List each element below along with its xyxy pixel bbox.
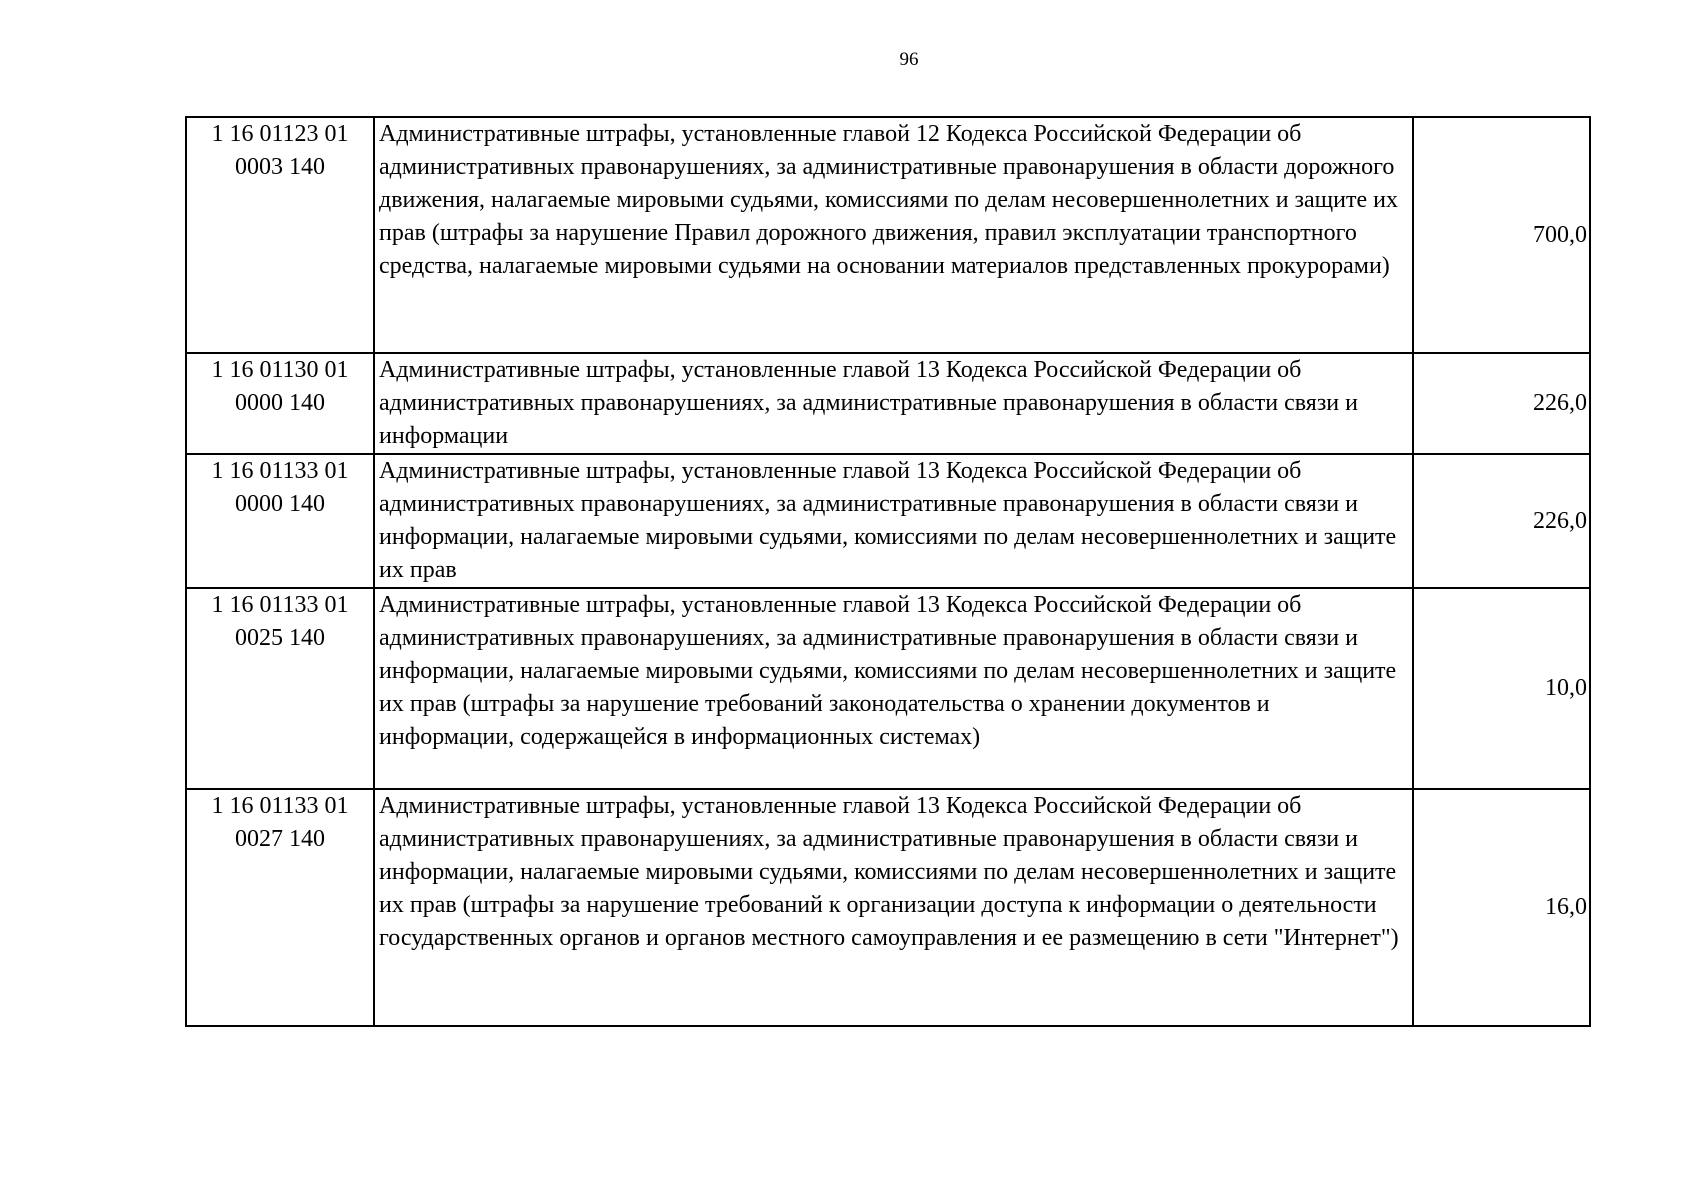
table-row [186, 454, 1590, 588]
description-cell: Административные штрафы, установленные главой 12 Кодекса Российской Федерации об административных правонарушениях, за административные правонарушения в области дорожного движения, налагаемые мировыми судьями, комиссиями по делам несовершеннолетних и защите их прав (штрафы за нарушение Правил дорожного движения, правил эксплуатации транспортного средства, налагаемые мировыми судьями на основании материалов представленных прокурорами) [374, 117, 1413, 353]
table-row [186, 117, 1590, 353]
budget-code-cell [186, 789, 374, 1026]
amount-cell: 226,0 [1413, 454, 1590, 588]
amount-cell: 10,0 [1413, 588, 1590, 789]
budget-code-part1: 1 16 01133 01 [211, 793, 349, 819]
budget-code-cell [186, 117, 374, 353]
budget-revenue-table [185, 116, 1591, 1027]
table-row [186, 789, 1590, 1026]
budget-code-part2: 0000 140 [235, 491, 325, 517]
amount-cell: 16,0 [1413, 789, 1590, 1026]
budget-code-part1: 1 16 01133 01 [211, 592, 349, 618]
description-cell: Административные штрафы, установленные главой 13 Кодекса Российской Федерации об административных правонарушениях, за административные правонарушения в области связи и информации, налагаемые мировыми судьями, комиссиями по делам несовершеннолетних и защите их прав (штрафы за нарушение требований законодательства о хранении документов и информации, содержащейся в информационных системах) [374, 588, 1413, 789]
budget-code-part1: 1 16 01133 01 [211, 458, 349, 484]
table-row [186, 353, 1590, 454]
table-row [186, 588, 1590, 789]
budget-code-cell [186, 588, 374, 789]
budget-code-part2: 0000 140 [235, 390, 325, 416]
budget-code-part1: 1 16 01130 01 [211, 357, 349, 383]
description-cell: Административные штрафы, установленные главой 13 Кодекса Российской Федерации об административных правонарушениях, за административные правонарушения в области связи и информации, налагаемые мировыми судьями, комиссиями по делам несовершеннолетних и защите их прав (штрафы за нарушение требований к организации доступа к информации о деятельности государственных органов и органов местного самоуправления и ее размещению в сети "Интернет") [374, 789, 1413, 1026]
amount-cell: 700,0 [1413, 117, 1590, 353]
budget-code-part2: 0003 140 [235, 154, 325, 180]
page-number: 96 [899, 49, 919, 70]
budget-code-part1: 1 16 01123 01 [211, 121, 349, 147]
budget-code-cell [186, 353, 374, 454]
budget-code-cell [186, 454, 374, 588]
budget-code-part2: 0027 140 [235, 826, 325, 852]
amount-cell: 226,0 [1413, 353, 1590, 454]
description-cell: Административные штрафы, установленные главой 13 Кодекса Российской Федерации об административных правонарушениях, за административные правонарушения в области связи и информации [374, 353, 1413, 454]
description-cell: Административные штрафы, установленные главой 13 Кодекса Российской Федерации об административных правонарушениях, за административные правонарушения в области связи и информации, налагаемые мировыми судьями, комиссиями по делам несовершеннолетних и защите их прав [374, 454, 1413, 588]
budget-code-part2: 0025 140 [235, 625, 325, 651]
